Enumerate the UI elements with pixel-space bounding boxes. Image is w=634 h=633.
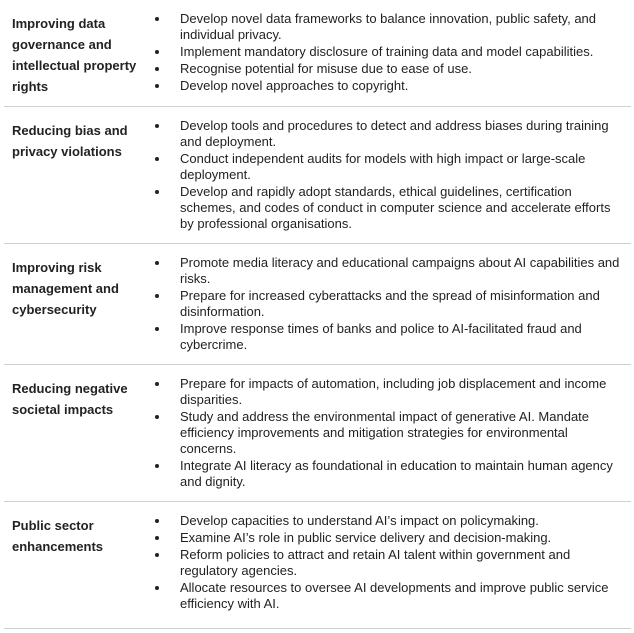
list-item: Examine AI’s role in public service delivery and decision-making. bbox=[180, 530, 627, 546]
table-row bbox=[4, 244, 631, 365]
list-item: Promote media literacy and educational campaigns about AI capabilities and risks. bbox=[180, 255, 627, 287]
list-item: Prepare for impacts of automation, including job displacement and income disparities. bbox=[180, 376, 627, 408]
list-item: Improve response times of banks and police to AI-facilitated fraud and cybercrime. bbox=[180, 321, 627, 353]
recommendation-list bbox=[150, 365, 631, 501]
list-item: Develop novel data frameworks to balance innovation, public safety, and individual privacy. bbox=[180, 11, 627, 43]
list-item: Prepare for increased cyberattacks and the spread of misinformation and disinformation. bbox=[180, 288, 627, 320]
table-row bbox=[4, 502, 631, 629]
category-label: Improving data governance and intellectual property rights bbox=[12, 16, 137, 94]
policy-recommendations-table bbox=[4, 0, 631, 629]
list-item: Develop novel approaches to copyright. bbox=[180, 78, 627, 94]
list-item: Study and address the environmental impact of generative AI. Mandate efficiency improvements and mitigation strategies for environmental concerns. bbox=[180, 409, 627, 457]
list-item: Recognise potential for misuse due to ease of use. bbox=[180, 61, 627, 77]
recommendation-list bbox=[150, 0, 631, 106]
table-row bbox=[4, 107, 631, 244]
list-item: Develop capacities to understand AI’s impact on policymaking. bbox=[180, 513, 627, 529]
category-label: Reducing bias and privacy violations bbox=[12, 123, 128, 159]
list-item: Allocate resources to oversee AI developments and improve public service efficiency with AI. bbox=[180, 580, 627, 612]
recommendation-list bbox=[150, 502, 631, 628]
list-item: Implement mandatory disclosure of training data and model capabilities. bbox=[180, 44, 627, 60]
recommendation-list bbox=[150, 107, 631, 243]
table-row bbox=[4, 0, 631, 107]
recommendation-list bbox=[150, 244, 631, 364]
table-row bbox=[4, 365, 631, 502]
category-label: Reducing negative societal impacts bbox=[12, 381, 128, 417]
list-item: Develop and rapidly adopt standards, ethical guidelines, certification schemes, and codes of conduct in computer science and accelerate efforts by professional organisations. bbox=[180, 184, 627, 232]
category-label: Improving risk management and cybersecurity bbox=[12, 260, 119, 317]
category-label: Public sector enhancements bbox=[12, 518, 104, 554]
list-item: Conduct independent audits for models with high impact or large-scale deployment. bbox=[180, 151, 627, 183]
list-item: Integrate AI literacy as foundational in education to maintain human agency and dignity. bbox=[180, 458, 627, 490]
list-item: Develop tools and procedures to detect and address biases during training and deployment. bbox=[180, 118, 627, 150]
list-item: Reform policies to attract and retain AI talent within government and regulatory agencies. bbox=[180, 547, 627, 579]
